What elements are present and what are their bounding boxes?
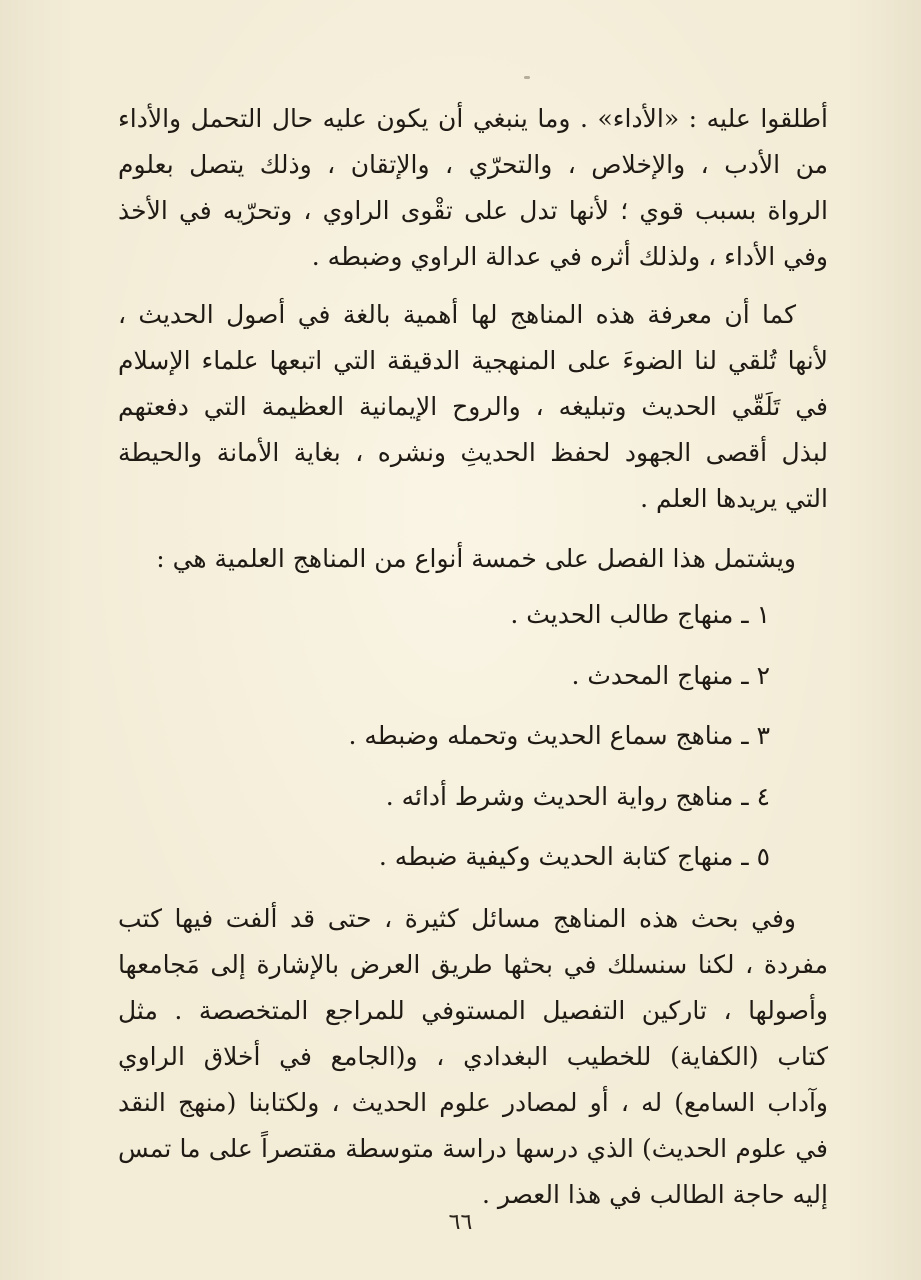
paragraph-line: لبذل أقصى الجهود لحفظ الحديثِ ونشره ، بغاية الأمانة والحيطة bbox=[118, 438, 828, 467]
paragraph-line: وفي بحث هذه المناهج مسائل كثيرة ، حتى قد ألفت فيها كتب bbox=[118, 904, 796, 933]
list-item: ١ ـ منهاج طالب الحديث . bbox=[510, 600, 770, 629]
paragraph-line: وفي الأداء ، ولذلك أثره في عدالة الراوي وضبطه . bbox=[311, 242, 828, 271]
list-item: ٥ ـ منهاج كتابة الحديث وكيفية ضبطه . bbox=[378, 842, 770, 871]
paragraph-line: مفردة ، لكنا سنسلك في بحثها طريق العرض بالإشارة إلى مَجامعها bbox=[118, 950, 828, 979]
paragraph-2 bbox=[118, 292, 828, 522]
paragraph-line: ويشتمل هذا الفصل على خمسة أنواع من المناهج العلمية هي : bbox=[156, 544, 796, 573]
ink-speck bbox=[524, 76, 530, 79]
paragraph-line: في تَلَقّي الحديث وتبليغه ، والروح الإيمانية العظيمة التي دفعتهم bbox=[118, 392, 828, 421]
paragraph-4 bbox=[118, 896, 828, 1218]
paragraph-line: التي يريدها العلم . bbox=[640, 484, 828, 513]
paragraph-line: أطلقوا عليه : «الأداء» . وما ينبغي أن يكون عليه حال التحمل والأداء bbox=[118, 104, 828, 133]
paragraph-line: في علوم الحديث) الذي درسها دراسة متوسطة مقتصراً على ما تمس bbox=[118, 1134, 828, 1163]
paragraph-line: كما أن معرفة هذه المناهج لها أهمية بالغة في أصول الحديث ، bbox=[118, 300, 796, 329]
paragraph-line: من الأدب ، والإخلاص ، والتحرّي ، والإتقان ، وذلك يتصل بعلوم bbox=[118, 150, 828, 179]
list-item: ٣ ـ مناهج سماع الحديث وتحمله وضبطه . bbox=[348, 721, 770, 750]
paragraph-line: وآداب السامع) له ، أو لمصادر علوم الحديث ، ولكتابنا (منهج النقد bbox=[118, 1088, 828, 1117]
paragraph-line: كتاب (الكفاية) للخطيب البغدادي ، و(الجامع في أخلاق الراوي bbox=[118, 1042, 828, 1071]
paragraph-3 bbox=[118, 536, 828, 582]
list-item: ٤ ـ مناهج رواية الحديث وشرط أدائه . bbox=[385, 781, 770, 811]
paragraph-line: وأصولها ، تاركين التفصيل المستوفي للمراجع المتخصصة . مثل bbox=[118, 996, 828, 1025]
page-number: ٦٦ bbox=[448, 1210, 473, 1235]
paragraph-line: إليه حاجة الطالب في هذا العصر . bbox=[481, 1180, 828, 1209]
chapter-contents-list bbox=[118, 592, 828, 895]
list-item: ٢ ـ منهاج المحدث . bbox=[571, 660, 770, 690]
paragraph-line: الرواة بسبب قوي ؛ لأنها تدل على تقْوى الراوي ، وتحرّيه في الأخذ bbox=[118, 196, 828, 225]
paragraph-line: لأنها تُلقي لنا الضوءَ على المنهجية الدقيقة التي اتبعها علماء الإسلام bbox=[118, 346, 828, 375]
paragraph-1 bbox=[118, 96, 828, 280]
